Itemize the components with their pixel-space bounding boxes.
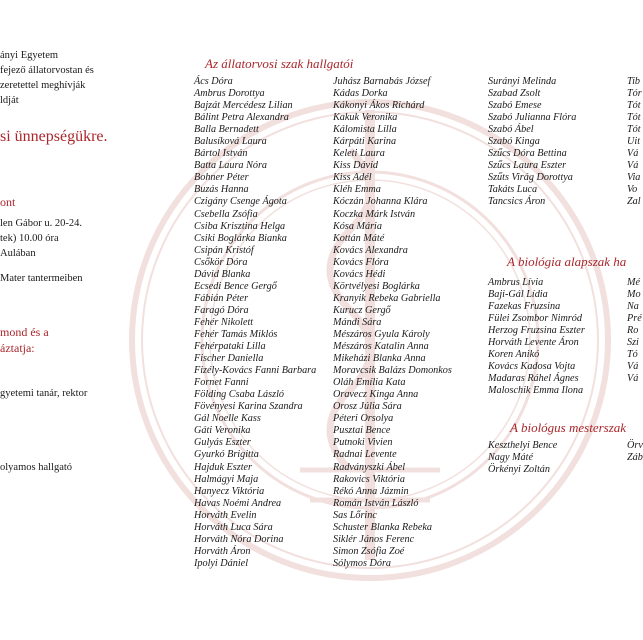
student-name: Bajzát Mercédesz Lilian (194, 100, 293, 112)
biology-msc-names-column-1 (488, 440, 557, 476)
student-name: Csipán Kristóf (194, 244, 254, 256)
student-name: Pusztai Bence (333, 425, 391, 437)
student-name: Koczka Márk István (333, 208, 416, 220)
student-name: Záb (627, 452, 643, 464)
student-name: Mikeházi Blanka Anna (333, 353, 426, 365)
student-name: Horváth Evelin (194, 509, 257, 521)
student-name: Oravecz Kinga Anna (333, 389, 419, 401)
student-name: Na (627, 301, 639, 313)
student-name: Fülei Zsombor Nimród (488, 313, 582, 325)
invitation-line: zeretettel meghívják (0, 80, 86, 91)
student-name: Bálint Petra Alexandra (194, 112, 289, 124)
biology-bsc-heading: A biológia alapszak ha (507, 254, 627, 269)
student-name: Kiss Adél (333, 172, 372, 184)
student-name: Kiss Dávid (333, 160, 378, 172)
student-name: Ács Dóra (194, 76, 233, 87)
student-name: Vá (627, 148, 639, 160)
student-name: Koren Anikó (488, 349, 540, 361)
student-name: Baji-Gál Lídia (488, 289, 548, 301)
student-name: Örkényi Zoltán (488, 464, 550, 476)
biology-msc-names-column-2 (627, 440, 643, 464)
student-name: Ecsedi Bence Gergő (194, 280, 277, 292)
student-name: Szi (627, 337, 639, 349)
student-name: Kranyik Rebeka Gabriella (333, 292, 441, 304)
speech-heading: áztatja: (0, 341, 35, 355)
student-name: Gyurkó Brigitta (194, 449, 259, 461)
student-name: Fehérpataki Lilla (194, 341, 266, 353)
student-name: Halmágyi Maja (194, 473, 259, 485)
student-name: Tót (627, 124, 641, 136)
address-line: len Gábor u. 20-24. (0, 218, 82, 229)
student-name: Simon Zsófia Zoé (333, 545, 405, 557)
student-name: Tót (627, 112, 641, 124)
student-name: Horváth Áron (194, 545, 251, 557)
student-name: Csiba Krisztina Helga (194, 220, 286, 232)
student-name: Keszthelyi Bence (488, 440, 558, 451)
student-name: Szabó Emese (488, 100, 542, 112)
student-name: Szabad Zsolt (488, 88, 541, 100)
student-name: Mándi Sára (333, 316, 382, 328)
student-name: Kóczán Johanna Klára (333, 196, 428, 208)
biology-bsc-names-column-1 (488, 277, 585, 397)
student-name: Kakuk Veronika (333, 112, 398, 124)
student-name: Szabó Julianna Flóra (488, 112, 577, 124)
student-name: Takáts Luca (488, 184, 538, 196)
student-name: Ambrus Lívia (488, 277, 544, 288)
student-name: Tór (627, 88, 642, 100)
student-name: Tancsics Áron (488, 196, 546, 208)
student-name: Vo (627, 184, 638, 196)
student-name: Siklér János Ferenc (333, 533, 415, 545)
student-name: Tib (627, 76, 641, 87)
student-name: Fehér Tamás Miklós (194, 328, 278, 340)
student-name: Vá (627, 361, 639, 373)
student-name: Madaras Ráhel Ágnes (488, 373, 579, 385)
student-name: Dávid Blanka (194, 268, 251, 280)
student-name: Szűcs Laura Eszter (488, 160, 567, 172)
student-name: Kósa Mária (333, 220, 382, 232)
student-name: Körtvélyesi Boglárka (333, 280, 420, 292)
student-name: Via (627, 172, 641, 184)
student-name: Keleti Laura (333, 148, 385, 160)
student-name: Fornet Fanni (194, 377, 249, 389)
vet-names-column-2 (333, 76, 452, 570)
student-name: Szabó Kinga (488, 136, 540, 148)
student-name: Moravcsik Balázs Domonkos (333, 365, 452, 377)
student-name: Zal (627, 196, 641, 208)
venue-line: Aulában (0, 248, 36, 259)
student-name: Ambrus Dorottya (194, 88, 265, 100)
student-name: Kovács Alexandra (333, 244, 408, 256)
student-name: Putnoki Vivien (333, 437, 393, 449)
student-name: Ro (627, 325, 639, 337)
student-name: Havas Noémi Andrea (194, 497, 282, 509)
student-name: Sas Lőrinc (333, 509, 377, 521)
student-name: Uit (627, 136, 641, 148)
student-name: Földing Csaba László (194, 389, 285, 401)
student-name: Kurucz Gergő (333, 304, 391, 316)
student-name: Csiki Boglárka Bianka (194, 232, 287, 244)
student-name: Fábián Péter (194, 292, 249, 304)
student-name: Horváth Levente Áron (488, 337, 579, 349)
student-name: Kléh Emma (333, 184, 381, 196)
student-name: Kárpáti Karina (333, 136, 397, 148)
student-name: Balla Bernadett (194, 124, 259, 136)
student-name: Ipolyi Dániel (194, 557, 249, 569)
student-name: Gulyás Eszter (194, 437, 251, 449)
vet-names-column-1 (194, 76, 316, 570)
student-name: Kottán Máté (333, 232, 385, 244)
student-name: Kálomista Lilla (333, 124, 397, 136)
student-name: Pré (627, 313, 642, 325)
student-name: Szűts Virág Dorottya (488, 172, 573, 184)
student-name: Sólymos Dóra (333, 557, 392, 569)
student-name: Batta Laura Nóra (194, 160, 268, 172)
student-name: Herzog Fruzsina Eszter (488, 325, 585, 337)
student-name: Radványszki Ábel (333, 461, 406, 473)
student-name: Vá (627, 373, 639, 385)
student-name: Kovács Hédi (333, 268, 386, 280)
student-name: Mo (627, 289, 641, 301)
location-heading: ont (0, 195, 16, 209)
student-name: Kovács Kadosa Vojta (488, 361, 576, 373)
student-name: Maloschik Emma Ilona (488, 385, 584, 397)
student-name: Hanyecz Viktória (194, 485, 265, 497)
student-name: Hajduk Eszter (194, 461, 253, 473)
student-name: Mészáros Gyula Károly (333, 328, 430, 340)
student-name: Fazekas Fruzsina (488, 301, 561, 313)
student-name: Kákonyi Ákos Richárd (333, 100, 425, 112)
student-name: Radnai Levente (333, 449, 397, 461)
student-name: Surányi Melinda (488, 76, 557, 87)
student-name: Örv (627, 440, 643, 451)
student-name: Faragó Dóra (194, 304, 249, 316)
student-name: Juhász Barnabás József (333, 76, 431, 87)
student-name: Buzás Hanna (194, 184, 249, 196)
student-name: Szűcs Dóra Bettina (488, 148, 567, 160)
student-name: Nagy Máté (488, 452, 533, 464)
student-name: Czigány Csenge Ágota (194, 196, 287, 208)
student-speaker-line: olyamos hallgató (0, 462, 73, 473)
student-name: Csőkör Dóra (194, 256, 248, 268)
vet-names-column-3 (488, 76, 576, 209)
student-name: Mé (627, 277, 641, 288)
student-name: Fischer Daniella (194, 353, 264, 365)
student-name: Orosz Júlia Sára (333, 401, 402, 413)
invitation-line: fejező állatorvostan és (0, 65, 94, 76)
biology-bsc-names-column-2 (627, 277, 642, 385)
student-name: Péteri Orsolya (333, 413, 394, 425)
vet-names-column-4 (627, 76, 642, 209)
invitation-line: ldját (0, 95, 19, 106)
student-name: Bártol István (194, 148, 248, 160)
student-name: Csebella Zsófia (194, 208, 258, 220)
student-name: Bohner Péter (194, 172, 249, 184)
student-name: Rékó Anna Jázmin (333, 485, 409, 497)
speech-heading: mond és a (0, 325, 49, 339)
student-name: Gál Noelle Kass (194, 413, 261, 425)
student-name: Szabó Ábel (488, 124, 534, 136)
invitation-heading: si ünnepségükre. (0, 128, 108, 145)
student-name: Kovács Flóra (333, 256, 389, 268)
student-name: Tó (627, 349, 638, 361)
time-line: tek) 10.00 óra (0, 233, 59, 244)
biology-msc-heading: A biológus mesterszak (510, 420, 627, 435)
student-name: Fövényesi Karina Szandra (194, 401, 303, 413)
vet-students-heading: Az állatorvosi szak hallgatói (205, 56, 354, 71)
student-name: Horváth Nóra Dorina (194, 533, 284, 545)
student-name: Oláh Emília Kata (333, 377, 406, 389)
student-name: Rakovics Viktória (333, 473, 405, 485)
venue-line: Mater tantermeiben (0, 273, 83, 284)
student-name: Horváth Luca Sára (194, 521, 273, 533)
student-name: Mészáros Katalin Anna (333, 341, 429, 353)
student-name: Vá (627, 160, 639, 172)
student-name: Kádas Dorka (333, 88, 388, 100)
student-name: Fehér Nikolett (194, 316, 254, 328)
speaker-line: gyetemi tanár, rektor (0, 388, 88, 399)
invitation-line: ányi Egyetem (0, 50, 59, 61)
student-name: Balusíková Laura (194, 136, 267, 148)
student-name: Román István László (333, 497, 419, 509)
student-name: Schuster Blanka Rebeka (333, 521, 433, 533)
student-name: Gáti Veronika (194, 425, 251, 437)
student-name: Fizély-Kovács Fanni Barbara (194, 365, 317, 377)
student-name: Tót (627, 100, 641, 112)
